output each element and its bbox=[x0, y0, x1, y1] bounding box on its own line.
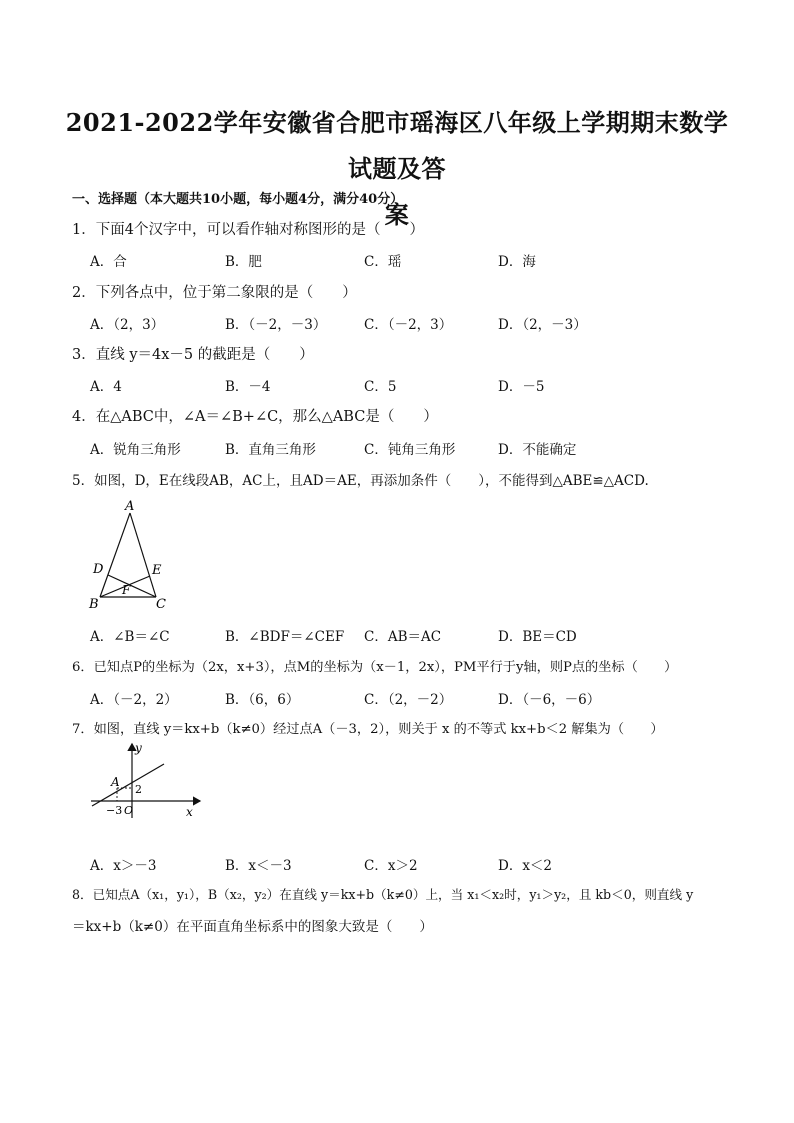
label-a: A bbox=[111, 775, 120, 789]
question-1-option-c: C．瑶 bbox=[364, 254, 402, 270]
label-y: y bbox=[135, 741, 142, 755]
section-heading: 一、选择题（本大题共10小题，每小题4分，满分40分） bbox=[72, 192, 404, 207]
line-graph-figure bbox=[86, 738, 206, 822]
label-2: 2 bbox=[135, 783, 142, 796]
label-x: x bbox=[186, 805, 193, 819]
question-5-option-c: C．AB＝AC bbox=[364, 629, 442, 645]
question-7-option-b: B．x＜－3 bbox=[225, 858, 292, 874]
question-4-option-d: D．不能确定 bbox=[498, 442, 577, 458]
question-3-option-c: C．5 bbox=[364, 379, 397, 395]
question-6-option-a: A．（－2，2） bbox=[90, 692, 178, 708]
title-line-1: 2021-2022学年安徽省合肥市瑶海区八年级上学期期末数学试题及答 bbox=[65, 108, 729, 183]
question-5-option-a: A．∠B＝∠C bbox=[90, 629, 170, 645]
question-7-option-c: C．x＞2 bbox=[364, 858, 418, 874]
title-line-2: 案 bbox=[384, 200, 410, 229]
question-2-stem: 2．下列各点中，位于第二象限的是（ ） bbox=[72, 285, 357, 301]
triangle-figure bbox=[86, 496, 176, 612]
question-5-stem: 5．如图，D，E在线段AB，AC上，且AD＝AE，再添加条件（ ），不能得到△ABE≌△ACD. bbox=[72, 473, 649, 489]
question-1-stem: 1．下面4个汉字中，可以看作轴对称图形的是（ ） bbox=[72, 222, 424, 238]
question-4-option-a: A．锐角三角形 bbox=[90, 442, 181, 458]
question-6-option-d: D．（－6，－6） bbox=[498, 692, 601, 708]
question-8-stem: 8．已知点A（x₁，y₁），B（x₂，y₂）在直线 y＝kx+b（k≠0）上，当 x₁＜x₂时，y₁＞y₂，且 kb＜0，则直线 y bbox=[72, 887, 694, 902]
question-4-option-c: C．钝角三角形 bbox=[364, 442, 456, 458]
label-b: B bbox=[89, 597, 99, 612]
question-4-stem: 4．在△ABC中，∠A＝∠B+∠C，那么△ABC是（ ） bbox=[72, 409, 438, 425]
label-e: E bbox=[152, 563, 162, 578]
question-6-option-b: B．（6，6） bbox=[225, 692, 300, 708]
label-a: A bbox=[125, 499, 135, 514]
question-2-option-c: C．（－2，3） bbox=[364, 317, 453, 333]
question-5-option-d: D．BE＝CD bbox=[498, 629, 577, 645]
question-3-option-a: A．4 bbox=[90, 379, 122, 395]
question-2-option-d: D．（2，－3） bbox=[498, 317, 587, 333]
question-2-option-b: B．（－2，－3） bbox=[225, 317, 327, 333]
question-7-option-a: A．x＞－3 bbox=[90, 858, 157, 874]
question-6-stem: 6．已知点P的坐标为（2x，x+3），点M的坐标为（x－1，2x），PM平行于y轴，则P点的坐标（ ） bbox=[72, 660, 678, 675]
question-1-option-a: A．合 bbox=[90, 254, 127, 270]
question-3-stem: 3．直线 y＝4x－5 的截距是（ ） bbox=[72, 347, 314, 363]
segment-cd bbox=[108, 575, 156, 597]
question-7-stem: 7．如图，直线 y＝kx+b（k≠0）经过点A（－3，2），则关于 x 的不等式 kx+b＜2 解集为（ ） bbox=[72, 722, 664, 737]
question-1-option-d: D．海 bbox=[498, 254, 536, 270]
question-1-option-b: B．肥 bbox=[225, 254, 262, 270]
segment-ac bbox=[130, 513, 156, 597]
label-c: C bbox=[156, 597, 166, 612]
question-4-option-b: B．直角三角形 bbox=[225, 442, 316, 458]
question-8-stem-continued: ＝kx+b（k≠0）在平面直角坐标系中的图象大致是（ ） bbox=[72, 919, 433, 935]
question-3-option-d: D．－5 bbox=[498, 379, 545, 395]
line-y-kx-b bbox=[92, 764, 164, 806]
question-7-option-d: D．x＜2 bbox=[498, 858, 553, 874]
label-neg3: −3 bbox=[106, 804, 123, 817]
label-f: F bbox=[122, 583, 131, 597]
question-3-option-b: B．－4 bbox=[225, 379, 271, 395]
label-d: D bbox=[93, 562, 104, 577]
question-5-option-b: B．∠BDF＝∠CEF bbox=[225, 629, 345, 645]
question-2-option-a: A．（2，3） bbox=[90, 317, 165, 333]
label-origin: O bbox=[124, 804, 134, 817]
question-6-option-c: C．（2，－2） bbox=[364, 692, 453, 708]
